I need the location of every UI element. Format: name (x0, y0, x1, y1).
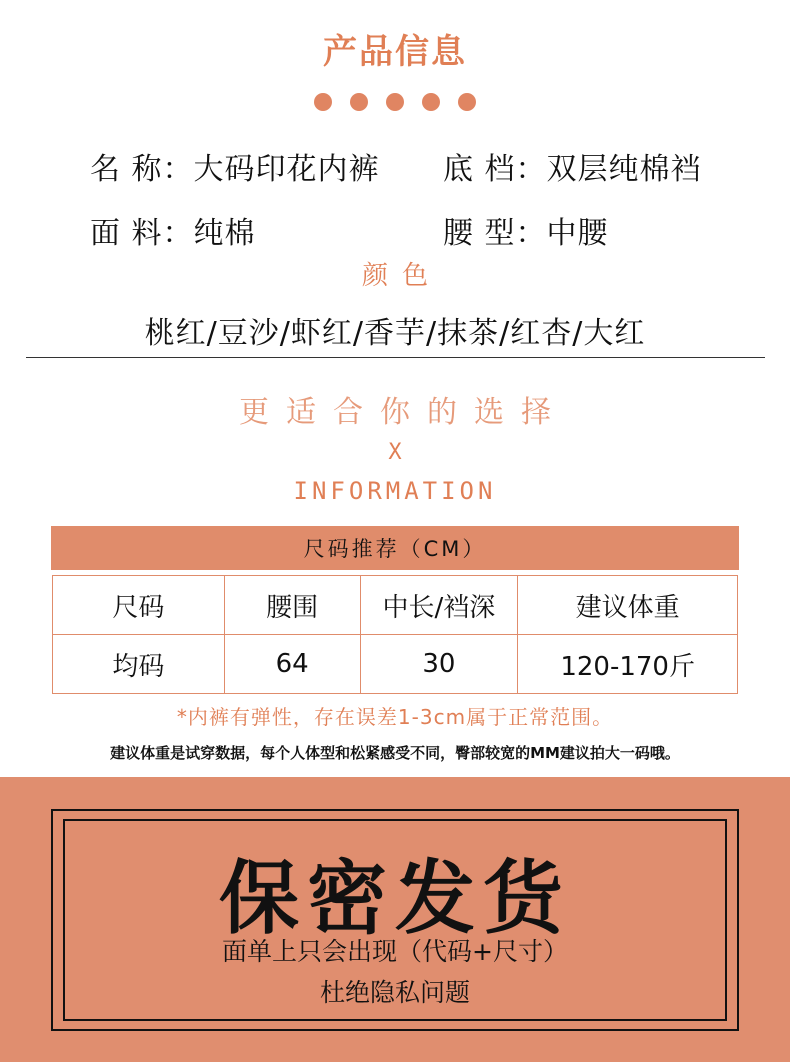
info-fabric-value: 纯棉 (193, 216, 256, 251)
decorative-dots (0, 93, 790, 111)
dot (386, 93, 404, 111)
info-waist-label: 腰 型： (443, 216, 547, 251)
table-header-cell: 尺码 (53, 576, 225, 635)
table-cell: 120-170斤 (518, 635, 738, 694)
dot (350, 93, 368, 111)
table-cell: 30 (360, 635, 518, 694)
size-table (52, 575, 738, 694)
dot (422, 93, 440, 111)
page-title: 产品信息 (323, 32, 467, 72)
table-header-row (53, 576, 738, 635)
table-cell: 64 (224, 635, 360, 694)
slogan-x: X (388, 440, 402, 465)
elastic-note: *内裤有弹性，存在误差1-3cm属于正常范围。 (176, 705, 614, 729)
slogan-cn: 更适合你的选择 (239, 395, 568, 430)
dot (458, 93, 476, 111)
info-crotch (443, 144, 702, 188)
table-cell: 均码 (53, 635, 225, 694)
slogan-en: INFORMATION (293, 477, 497, 505)
privacy-banner (0, 777, 790, 1062)
table-header-cell: 中长/裆深 (360, 576, 518, 635)
colors-list: 桃红/豆沙/虾红/香芋/抹茶/红杏/大红 (144, 316, 646, 351)
privacy-line-2: 杜绝隐私问题 (319, 978, 470, 1007)
privacy-title: 保密发货 (219, 852, 571, 945)
table-header-cell: 腰围 (224, 576, 360, 635)
info-waist (443, 208, 609, 252)
size-table-title: 尺码推荐（CM） (51, 526, 739, 570)
info-waist-value: 中腰 (546, 216, 609, 251)
table-row (53, 635, 738, 694)
info-fabric-label: 面 料： (90, 216, 194, 251)
info-name-label: 名 称： (90, 152, 194, 187)
info-fabric (90, 208, 256, 252)
divider (26, 357, 765, 358)
weight-note: 建议体重是试穿数据，每个人体型和松紧感受不同，臀部较宽的MM建议拍大一码哦。 (110, 744, 680, 762)
dot (314, 93, 332, 111)
info-crotch-label: 底 档： (443, 152, 547, 187)
table-header-cell: 建议体重 (518, 576, 738, 635)
info-crotch-value: 双层纯棉裆 (546, 152, 702, 187)
info-name-value: 大码印花内裤 (193, 152, 380, 187)
privacy-line-1: 面单上只会出现（代码+尺寸） (222, 937, 568, 966)
colors-title: 颜色 (361, 261, 442, 291)
info-name (90, 144, 380, 188)
